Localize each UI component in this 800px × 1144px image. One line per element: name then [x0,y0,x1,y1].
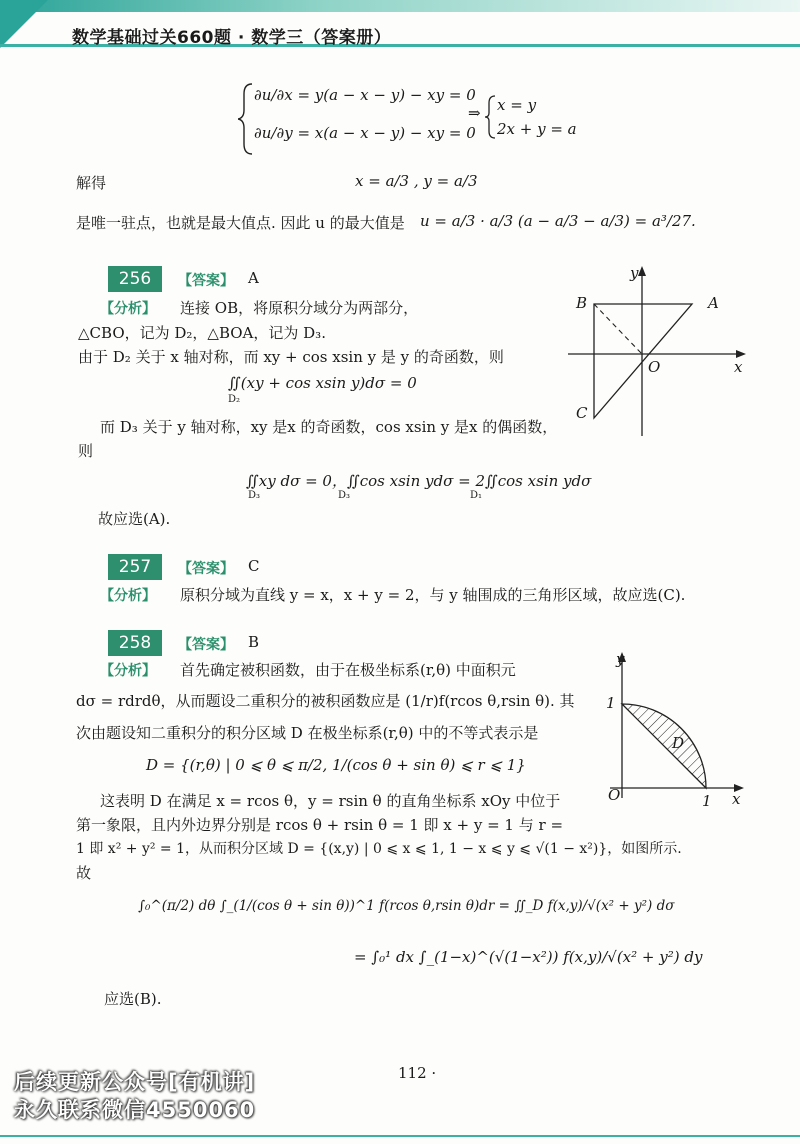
answer-tag-256: 【答案】 [178,273,234,289]
q256-eq-1-sub: D₂ [228,394,241,405]
question-number-257: 257 [108,554,162,580]
q256-line-5: 则 [78,442,94,460]
q256-eq-2-sub-c: D₁ [470,490,483,501]
q258-line-4: 这表明 D 在满足 x = rcos θ，y = rsin θ 的直角坐标系 xOy 中位于 [100,792,561,810]
intro-eq-du-dx: ∂u/∂x = y(a − x − y) − xy = 0 [254,86,476,104]
q256-line-4: 而 D₃ 关于 y 轴对称，xy 是x 的奇函数，cos xsin y 是x 的偶函数， [100,418,558,436]
q256-eq-2-sub-a: D₃ [248,490,261,501]
page-header-title: 数学基础过关660题 · 数学三（答案册） [72,28,392,48]
fig256-a-label: A [708,294,719,312]
question-number-258: 258 [108,630,162,656]
analysis-tag-257: 【分析】 [100,588,156,604]
q258-eq-a: ∫₀^(π/2) dθ ∫_(1/(cos θ + sin θ))^1 f(rcos θ,rsin θ)dr = ∬_D f(x,y)/√(x² + y²) dσ [138,898,675,914]
fig256-x-label: x [734,358,743,376]
quarter-circle-region-figure [600,648,750,808]
fig256-o-label: O [648,358,661,376]
q256-eq-2: ∬xy dσ = 0，∬cos xsin ydσ = 2∬cos xsin ydσ [246,472,592,490]
fig258-one-x: 1 [702,792,712,810]
q258-eq-b: = ∫₀¹ dx ∫_(1−x)^(√(1−x²)) f(x,y)/√(x² + y²) dy [354,948,703,966]
q256-line-3: 由于 D₂ 关于 x 轴对称，而 xy + cos xsin y 是 y 的奇函数，则 [78,348,504,366]
fig258-o-label: O [608,786,621,804]
fig256-b-label: B [576,294,588,312]
answer-tag-257: 【答案】 [178,561,234,577]
q256-result: 故应选(A). [98,510,171,528]
fig258-d-label: D [672,734,685,752]
answer-tag-258: 【答案】 [178,637,234,653]
q256-eq-1: ∬(xy + cos xsin y)dσ = 0 [228,374,417,392]
intro-conclusion-text: 是唯一驻点，也就是最大值点. 因此 u 的最大值是 [76,214,405,232]
q258-line-6: 1 即 x² + y² = 1，从而积分区域 D = {(x,y) | 0 ⩽ x ⩽ 1, 1 − x ⩽ y ⩽ √(1 − x²)}，如图所示. [76,841,682,857]
q258-region-eq: D = {(r,θ) | 0 ⩽ θ ⩽ π/2, 1/(cos θ + sin θ) ⩽ r ⩽ 1} [146,756,526,774]
q256-figure [568,258,758,442]
left-brace-icon [484,94,498,140]
page-number: 112 · [398,1064,437,1082]
intro-conclusion-formula: u = a/3 · a/3 (a − a/3 − a/3) = a³/27. [420,212,696,230]
q256-line-2: △CBO，记为 D₂，△BOA，记为 D₃. [78,324,326,342]
sys-eq-1: x = y [497,96,537,114]
question-number-256: 256 [108,266,162,292]
q258-line-7: 故 [76,864,92,882]
q258-line-1: 首先确定被积函数，由于在极坐标系(r,θ) 中面积元 [180,661,516,679]
sys-eq-2: 2x + y = a [497,120,577,138]
q256-line-1: 连接 OB，将原积分域分为两部分， [180,299,419,317]
q257-line-1: 原积分域为直线 y = x，x + y = 2，与 y 轴围成的三角形区域，故应选(C). [180,586,686,604]
footer-rule [0,1135,800,1137]
sys-brace [484,94,498,144]
answer-258: B [248,633,260,651]
fig256-y-label: y [630,264,639,282]
q258-result: 应选(B). [104,990,162,1008]
solve-label: 解得 [76,174,107,192]
q258-line-2: dσ = rdrdθ，从而题设二重积分的被积函数应是 (1/r)f(rcos θ,rsin θ). 其 [76,692,575,710]
answer-256: A [248,269,259,287]
analysis-tag-258: 【分析】 [100,663,156,679]
watermark-line-2: 永久联系微信4550060 [14,1098,256,1122]
fig258-one-y: 1 [606,694,616,712]
fig258-y-label: y [616,650,625,668]
q258-line-3: 次由题设知二重积分的积分区域 D 在极坐标系(r,θ) 中的不等式表示是 [76,724,539,742]
watermark-line-1: 后续更新公众号[有机讲] [14,1070,256,1094]
q258-figure [600,648,750,812]
q256-eq-2-sub-b: D₃ [338,490,351,501]
header-band [0,0,800,12]
triangle-region-figure [568,258,758,438]
intro-eq-du-dy: ∂u/∂y = x(a − x − y) − xy = 0 [254,124,476,142]
answer-257: C [248,557,260,575]
fig256-c-label: C [576,404,588,422]
analysis-tag-256: 【分析】 [100,301,156,317]
header-corner-triangle [0,0,48,48]
implies-arrow: ⇒ [468,104,481,122]
fig258-x-label: x [732,790,741,808]
solve-equation: x = a/3 , y = a/3 [355,172,478,190]
q258-line-5: 第一象限，且内外边界分别是 rcos θ + rsin θ = 1 即 x + y = 1 与 r = [76,816,564,834]
